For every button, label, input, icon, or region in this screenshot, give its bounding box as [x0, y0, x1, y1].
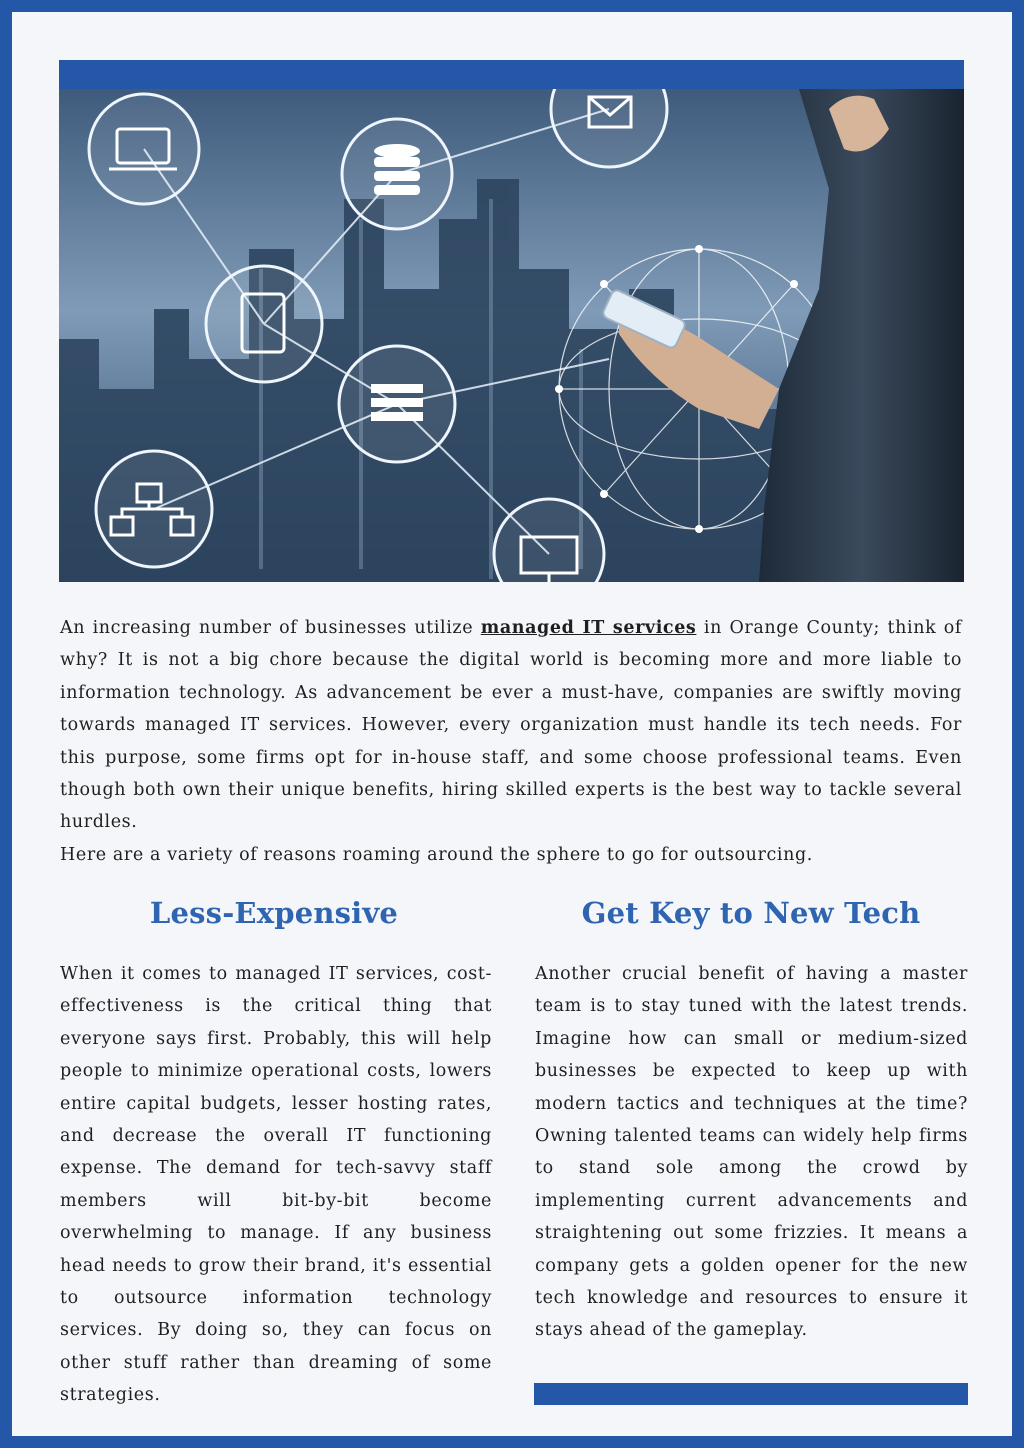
page [12, 12, 1012, 1436]
new-tech-body: Another crucial benefit of having a master team is to stay tuned with the latest trends. Imagine how can small or medium-sized businesses be expected to keep up with modern tactics and techniques at the time? Owning talented teams can widely help firms to stand sole among the crowd by implementing current advancements and straightening out some frizzies. It means a company gets a golden opener for the new tech knowledge and resources to ensure it stays ahead of the gameplay. [535, 964, 968, 1341]
intro-before-link: An increasing number of businesses utilize [60, 618, 481, 638]
intro-paragraph [60, 612, 962, 839]
hero-image [59, 89, 964, 582]
less-expensive-heading: Less-Expensive [149, 896, 399, 930]
tablet-icon [206, 266, 322, 382]
intro-after-link: in Orange County; think of why? It is not a big chore because the digital world is becoming more and more liable to information technology. As advancement be ever a must-have, companies are swiftly moving towards managed IT services. However, every organization must handle its tech needs. For this purpose, some firms opt for in-house staff, and some choose professional teams. Even though both own their unique benefits, hiring skilled experts is the best way to tackle several hurdles. [60, 618, 963, 833]
laptop-icon [89, 94, 199, 204]
less-expensive-body: When it comes to managed IT services, cost-effectiveness is the critical thing that everyone says first. Probably, this will help people to minimize operational costs, lowers entire capital budgets, lesser hosting rates, and decrease the overall IT functioning expense. The demand for tech-savvy staff members will bit-by-bit become overwhelming to manage. If any business head needs to grow their brand, it's essential to outsource information technology services. By doing so, they can focus on other stuff rather than dreaming of some strategies. [60, 964, 492, 1406]
intro-text [60, 612, 962, 871]
new-tech-heading: Get Key to New Tech [581, 896, 921, 930]
top-accent-bar [59, 60, 964, 89]
intro-second-paragraph: Here are a variety of reasons roaming around the sphere to go for outsourcing. [60, 844, 813, 865]
managed-it-services-link[interactable]: managed IT services [480, 618, 697, 638]
bottom-accent-bar [534, 1383, 968, 1405]
